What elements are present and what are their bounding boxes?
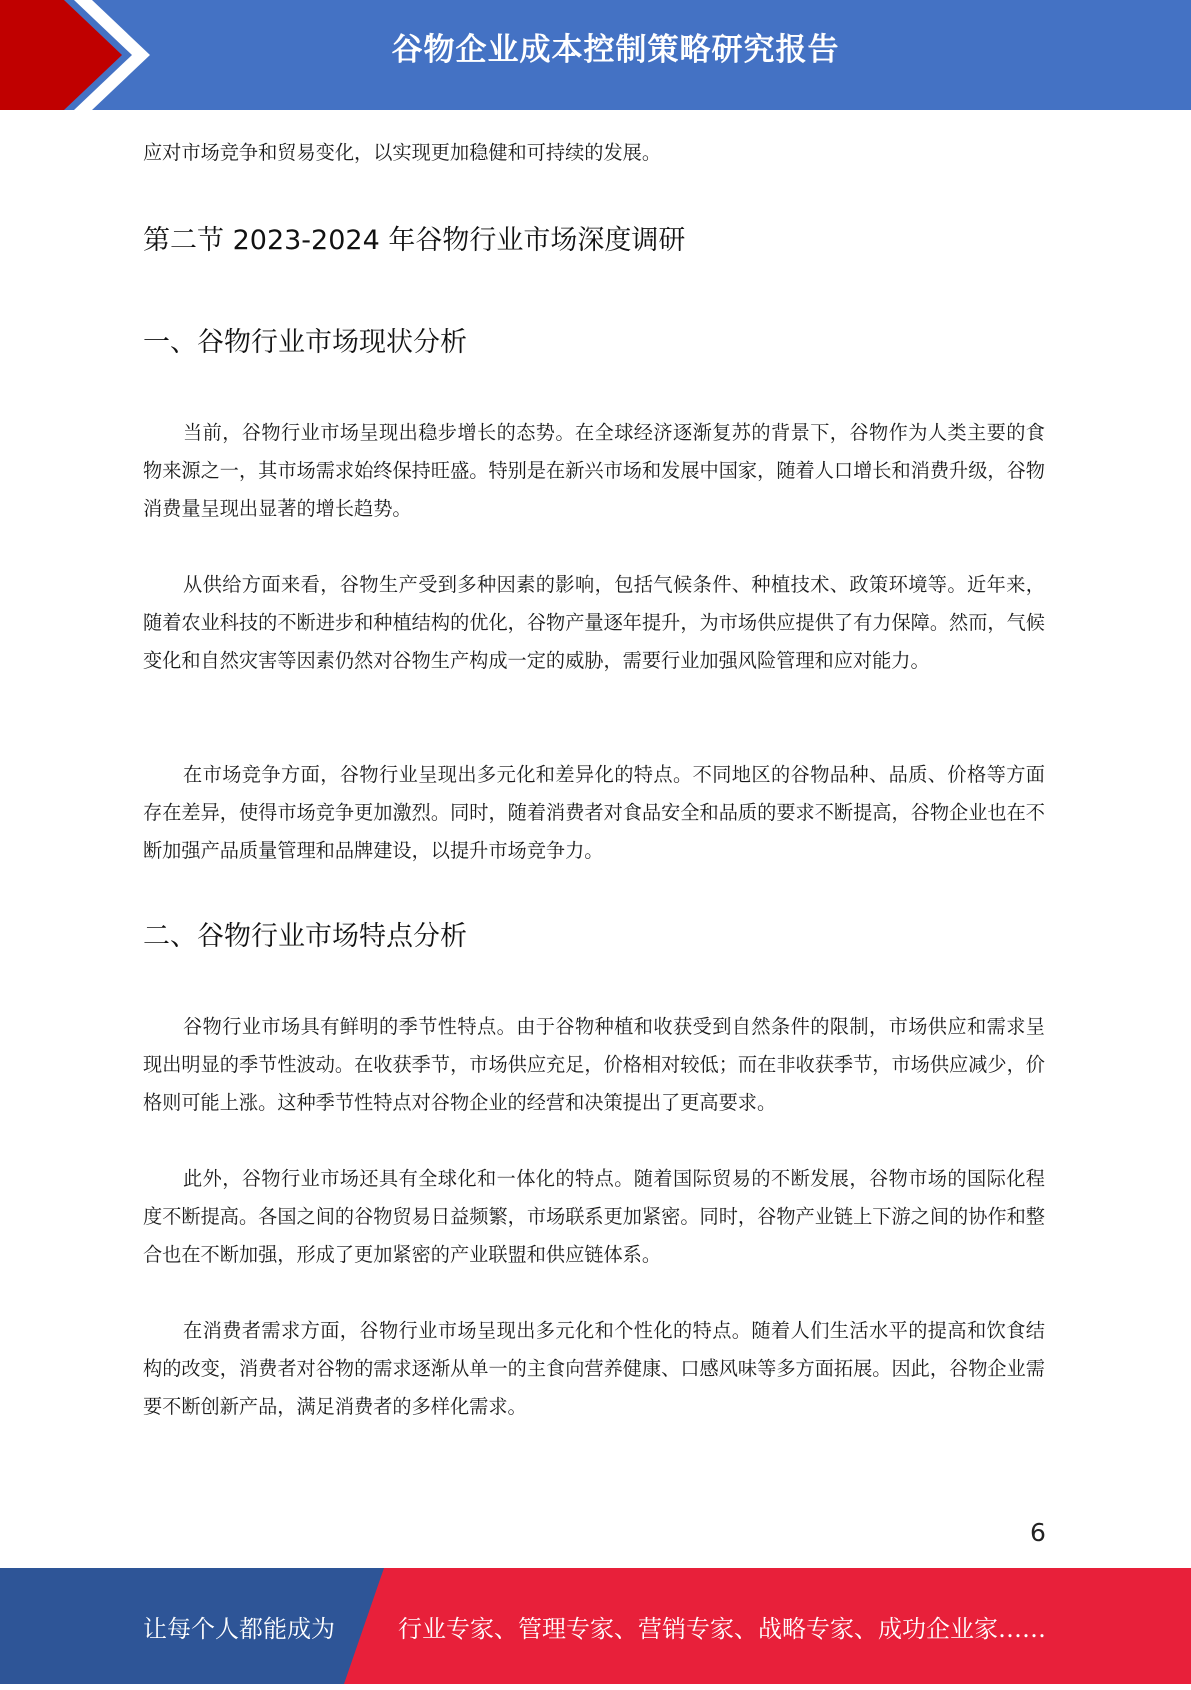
footer-slogan-left: 让每个人都能成为 [143,1615,335,1643]
footer-slogan-right: 行业专家、管理专家、营销专家、战略专家、成功企业家…… [398,1615,1046,1643]
paragraph: 谷物行业市场具有鲜明的季节性特点。由于谷物种植和收获受到自然条件的限制，市场供应和需求呈现出明显的季节性波动。在收获季节，市场供应充足，价格相对较低；而在非收获季节，市场供应减少，价格则可能上涨。这种季节性特点对谷物企业的经营和决策提出了更高要求。 [143,1015,1045,1114]
header-title: 谷物企业成本控制策略研究报告 [391,32,840,68]
paragraph: 当前，谷物行业市场呈现出稳步增长的态势。在全球经济逐渐复苏的背景下，谷物作为人类主要的食物来源之一，其市场需求始终保持旺盛。特别是在新兴市场和发展中国家，随着人口增长和消费升级，谷物消费量呈现出显著的增长趋势。 [143,421,1045,520]
paragraph: 在消费者需求方面，谷物行业市场呈现出多元化和个性化的特点。随着人们生活水平的提高和饮食结构的改变，消费者对谷物的需求逐渐从单一的主食向营养健康、口感风味等多方面拓展。因此，谷物企业需要不断创新产品，满足消费者的多样化需求。 [143,1319,1045,1418]
subsection-1-title: 一、谷物行业市场现状分析 [143,327,467,358]
paragraph: 在市场竞争方面，谷物行业呈现出多元化和差异化的特点。不同地区的谷物品种、品质、价格等方面存在差异，使得市场竞争更加激烈。同时，随着消费者对食品安全和品质的要求不断提高，谷物企业也在不断加强产品质量管理和品牌建设，以提升市场竞争力。 [143,763,1045,862]
intro-paragraph: 应对市场竞争和贸易变化，以实现更加稳健和可持续的发展。 [143,141,662,164]
paragraph: 从供给方面来看，谷物生产受到多种因素的影响，包括气候条件、种植技术、政策环境等。近年来，随着农业科技的不断进步和种植结构的优化，谷物产量逐年提升，为市场供应提供了有力保障。然而，气候变化和自然灾害等因素仍然对谷物生产构成一定的威胁，需要行业加强风险管理和应对能力。 [143,573,1045,672]
page-number: 6 [1030,1518,1046,1547]
paragraph: 此外，谷物行业市场还具有全球化和一体化的特点。随着国际贸易的不断发展，谷物市场的国际化程度不断提高。各国之间的谷物贸易日益频繁，市场联系更加紧密。同时，谷物产业链上下游之间的协作和整合也在不断加强，形成了更加紧密的产业联盟和供应链体系。 [143,1167,1045,1266]
footer-banner [0,1568,1191,1684]
header-banner [0,0,1191,110]
subsection-2-title: 二、谷物行业市场特点分析 [143,921,467,952]
section-title: 第二节 2023-2024 年谷物行业市场深度调研 [143,225,686,256]
